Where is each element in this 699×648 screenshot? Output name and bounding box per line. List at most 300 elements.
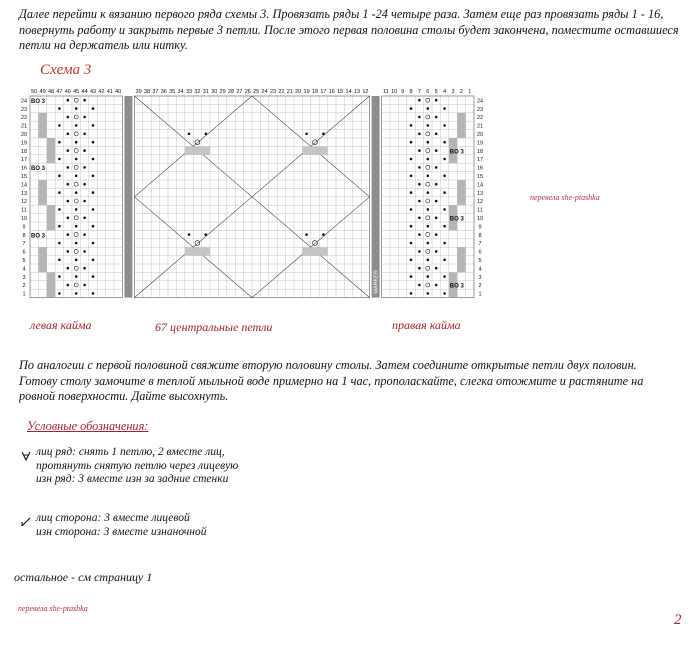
shaded-cell	[38, 256, 46, 264]
purl-dot	[58, 175, 61, 178]
shaded-cell	[449, 138, 457, 146]
purl-dot	[205, 133, 208, 136]
intro-line: Далее перейти к вязанию первого ряда схемы 3. Провязать ряды 1 -24 четыре раза. Затем еще раз провязать ряды 1 - 16,	[19, 7, 664, 21]
row-number-right: 9	[478, 224, 482, 231]
bo3-label: BO 3	[31, 166, 46, 173]
shaded-cell	[47, 289, 55, 297]
shaded-cell	[47, 138, 55, 146]
column-number: 31	[202, 89, 209, 95]
purl-dot	[67, 133, 70, 136]
purl-dot	[418, 284, 421, 287]
row-number-right: 1	[478, 291, 482, 298]
shaded-cell	[47, 272, 55, 280]
purl-dot	[418, 233, 421, 236]
row-number-right: 10	[476, 216, 484, 222]
row-number-left: 1	[22, 291, 26, 298]
bo3-label: BO 3	[449, 283, 464, 290]
purl-dot	[92, 141, 95, 144]
legend-line: лиц сторона: 3 вместе лицевой	[36, 512, 190, 524]
shaded-cell	[185, 247, 193, 255]
purl-dot	[443, 242, 446, 245]
shaded-cell	[38, 180, 46, 188]
purl-dot	[75, 292, 78, 295]
column-number: 35	[169, 89, 176, 95]
row-number-right: 3	[478, 274, 482, 281]
shaded-cell	[202, 146, 210, 154]
shaded-cell	[319, 247, 327, 255]
column-number: 46	[64, 89, 71, 95]
row-number-left: 11	[21, 207, 27, 214]
purl-dot	[427, 275, 430, 278]
purl-dot	[418, 217, 421, 220]
purl-dot	[418, 133, 421, 136]
column-number: 29	[219, 89, 226, 95]
purl-dot	[75, 242, 78, 245]
legend-item-sk2p	[36, 446, 238, 487]
purl-dot	[83, 284, 86, 287]
purl-dot	[410, 158, 413, 161]
shaded-cell	[457, 247, 465, 255]
purl-dot	[427, 124, 430, 127]
column-number: 27	[236, 89, 243, 95]
row-number-right: 22	[476, 115, 484, 122]
purl-dot	[435, 149, 438, 152]
column-number: 21	[286, 89, 293, 95]
shaded-cell	[311, 146, 319, 154]
shaded-cell	[319, 146, 327, 154]
purl-dot	[75, 275, 78, 278]
column-number: 24	[261, 89, 268, 95]
row-number-left: 10	[20, 216, 28, 222]
shaded-cell	[38, 247, 46, 255]
shaded-cell	[457, 180, 465, 188]
purl-dot	[418, 200, 421, 203]
purl-dot	[427, 225, 430, 228]
purl-dot	[443, 124, 446, 127]
label-left-border: левая кайма	[30, 318, 92, 332]
bo3-label: BO 3	[31, 233, 46, 240]
shaded-cell	[449, 222, 457, 230]
purl-dot	[92, 124, 95, 127]
purl-dot	[427, 242, 430, 245]
purl-dot	[67, 183, 70, 186]
bo3-label: BO 3	[31, 98, 46, 105]
purl-dot	[435, 183, 438, 186]
column-number: 16	[328, 89, 335, 95]
purl-dot	[83, 133, 86, 136]
purl-dot	[92, 225, 95, 228]
finishing-line: ровной поверхности. Дайте высохнуть.	[19, 389, 229, 403]
purl-dot	[67, 149, 70, 152]
purl-dot	[92, 292, 95, 295]
purl-dot	[443, 191, 446, 194]
purl-dot	[305, 133, 308, 136]
purl-dot	[418, 267, 421, 270]
purl-dot	[67, 116, 70, 119]
purl-dot	[58, 208, 61, 211]
shaded-cell	[38, 130, 46, 138]
row-number-right: 12	[476, 199, 484, 206]
purl-dot	[205, 233, 208, 236]
shaded-cell	[47, 155, 55, 163]
column-number: 48	[47, 89, 55, 95]
finishing-paragraph	[19, 358, 669, 405]
purl-dot	[67, 99, 70, 102]
column-number: 38	[143, 89, 151, 95]
page-number: 2	[674, 612, 682, 628]
purl-dot	[58, 292, 61, 295]
shaded-cell	[449, 289, 457, 297]
purl-dot	[410, 292, 413, 295]
row-number-left: 23	[20, 106, 28, 113]
column-number: 10	[391, 89, 398, 95]
purl-dot	[410, 191, 413, 194]
purl-dot	[67, 284, 70, 287]
purl-dot	[435, 133, 438, 136]
shaded-cell	[457, 256, 465, 264]
purl-dot	[443, 158, 446, 161]
purl-dot	[92, 242, 95, 245]
shaded-cell	[38, 113, 46, 121]
shaded-cell	[38, 264, 46, 272]
shaded-cell	[47, 281, 55, 289]
purl-dot	[83, 99, 86, 102]
row-number-left: 6	[22, 249, 26, 256]
column-number: 40	[115, 89, 122, 95]
purl-dot	[418, 149, 421, 152]
purl-dot	[418, 116, 421, 119]
purl-dot	[443, 208, 446, 211]
purl-dot	[443, 275, 446, 278]
shaded-cell	[457, 121, 465, 129]
row-number-left: 17	[20, 157, 28, 164]
purl-dot	[67, 166, 70, 169]
purl-dot	[427, 141, 430, 144]
column-number: 34	[177, 89, 184, 95]
row-number-right: 2	[478, 283, 482, 290]
row-number-right: 13	[476, 190, 484, 197]
purl-dot	[58, 259, 61, 262]
purl-dot	[322, 133, 325, 136]
purl-dot	[435, 267, 438, 270]
row-number-right: 19	[476, 140, 484, 147]
purl-dot	[410, 124, 413, 127]
marker-bar	[124, 96, 132, 298]
purl-dot	[75, 107, 78, 110]
column-number: 37	[152, 89, 159, 95]
bo3-label: BO 3	[449, 149, 464, 156]
purl-dot	[410, 141, 413, 144]
purl-dot	[92, 208, 95, 211]
column-number: 6	[426, 89, 430, 95]
column-number: 3	[451, 89, 455, 95]
purl-dot	[75, 124, 78, 127]
purl-dot	[83, 250, 86, 253]
shaded-cell	[47, 205, 55, 213]
purl-dot	[427, 259, 430, 262]
purl-dot	[92, 259, 95, 262]
column-number: 44	[81, 89, 88, 95]
row-number-left: 14	[20, 182, 28, 189]
row-number-left: 18	[20, 148, 28, 155]
purl-dot	[58, 141, 61, 144]
row-number-right: 7	[478, 241, 482, 248]
column-number: 20	[295, 89, 302, 95]
purl-dot	[443, 175, 446, 178]
shaded-cell	[47, 146, 55, 154]
shaded-cell	[38, 188, 46, 196]
translator-credit-bottom: перевела she-ptashka	[18, 604, 88, 613]
column-number: 42	[98, 89, 105, 95]
purl-dot	[83, 149, 86, 152]
purl-dot	[75, 141, 78, 144]
shaded-cell	[457, 113, 465, 121]
purl-dot	[443, 107, 446, 110]
purl-dot	[58, 225, 61, 228]
row-number-right: 21	[476, 123, 484, 130]
shaded-cell	[202, 247, 210, 255]
shaded-cell	[311, 247, 319, 255]
column-number: 41	[106, 89, 113, 95]
column-number: 33	[185, 89, 193, 95]
purl-dot	[418, 183, 421, 186]
shaded-cell	[457, 130, 465, 138]
purl-dot	[435, 284, 438, 287]
purl-dot	[92, 107, 95, 110]
row-number-right: 14	[476, 182, 484, 189]
purl-dot	[427, 107, 430, 110]
purl-dot	[75, 208, 78, 211]
legend-line: изн ряд: 3 вместе изн за задние стенки	[36, 473, 229, 485]
shaded-cell	[193, 247, 201, 255]
column-number: 23	[269, 89, 277, 95]
column-number: 2	[459, 89, 463, 95]
purl-dot	[75, 175, 78, 178]
row-number-right: 23	[476, 106, 484, 113]
purl-dot	[67, 233, 70, 236]
purl-dot	[67, 200, 70, 203]
column-number: 8	[409, 89, 413, 95]
purl-dot	[443, 292, 446, 295]
column-number: 14	[345, 89, 352, 95]
column-number: 17	[320, 89, 327, 95]
row-number-left: 20	[20, 132, 28, 138]
column-number: 30	[211, 89, 218, 95]
column-number: 43	[89, 89, 97, 95]
column-number: 45	[73, 89, 80, 95]
column-number: 19	[303, 89, 310, 95]
row-number-right: 8	[478, 232, 482, 239]
column-number: 4	[443, 89, 447, 95]
column-number: 32	[194, 89, 201, 95]
purl-dot	[435, 217, 438, 220]
legend-line: лиц ряд: снять 1 петлю, 2 вместе лиц,	[36, 446, 225, 458]
purl-dot	[75, 191, 78, 194]
purl-dot	[410, 275, 413, 278]
purl-dot	[67, 267, 70, 270]
shaded-cell	[449, 272, 457, 280]
shaded-cell	[38, 121, 46, 129]
purl-dot	[322, 233, 325, 236]
row-number-left: 13	[20, 190, 28, 197]
purl-dot	[58, 191, 61, 194]
row-number-right: 16	[476, 165, 484, 172]
purl-dot	[83, 183, 86, 186]
column-number: 36	[160, 89, 167, 95]
row-number-left: 12	[20, 199, 28, 206]
purl-dot	[410, 175, 413, 178]
purl-dot	[83, 200, 86, 203]
column-number: 18	[311, 89, 319, 95]
purl-dot	[410, 107, 413, 110]
shaded-cell	[193, 146, 201, 154]
sk2p-icon	[20, 450, 32, 466]
label-right-border: правая кайма	[392, 318, 461, 332]
purl-dot	[92, 275, 95, 278]
purl-dot	[58, 124, 61, 127]
rest-note: остальное - см страницу 1	[14, 570, 153, 584]
purl-dot	[58, 275, 61, 278]
purl-dot	[427, 158, 430, 161]
shaded-cell	[457, 188, 465, 196]
bo3-label: BO 3	[449, 216, 464, 223]
column-number: 49	[39, 89, 46, 95]
purl-dot	[443, 225, 446, 228]
intro-line: повернуть работу и закрыть первые 3 петли. После этого первая половина столы будет закончена, поместите оставшиеся	[19, 22, 679, 37]
column-number: 15	[337, 89, 344, 95]
purl-dot	[305, 233, 308, 236]
purl-dot	[83, 233, 86, 236]
purl-dot	[83, 267, 86, 270]
purl-dot	[83, 116, 86, 119]
purl-dot	[58, 158, 61, 161]
shaded-cell	[47, 214, 55, 222]
row-number-right: 24	[476, 98, 484, 105]
purl-dot	[410, 242, 413, 245]
translator-credit: перевела she-ptashka	[530, 193, 600, 202]
column-number: 13	[353, 89, 361, 95]
row-number-right: 18	[476, 148, 484, 155]
legend-title: Условные обозначения:	[27, 419, 149, 433]
k3tog-icon	[20, 516, 32, 532]
purl-dot	[427, 292, 430, 295]
column-number: 50	[31, 89, 38, 95]
column-number: 25	[253, 89, 260, 95]
row-number-left: 8	[22, 232, 26, 239]
row-number-left: 24	[20, 98, 28, 105]
row-number-left: 5	[22, 258, 26, 264]
shaded-cell	[185, 146, 193, 154]
purl-dot	[435, 250, 438, 253]
row-number-left: 9	[22, 224, 26, 231]
row-number-left: 16	[20, 165, 28, 172]
purl-dot	[435, 200, 438, 203]
label-center-stitches: 67 центральные петли	[155, 320, 273, 334]
row-number-right: 15	[476, 174, 484, 180]
purl-dot	[435, 166, 438, 169]
marker-label: MARKER	[373, 270, 380, 294]
column-number: 26	[244, 89, 251, 95]
column-number: 28	[227, 89, 235, 95]
row-number-left: 3	[22, 274, 26, 281]
row-number-left: 21	[20, 123, 28, 130]
purl-dot	[435, 233, 438, 236]
marker-bar	[372, 96, 380, 298]
purl-dot	[188, 233, 191, 236]
row-number-right: 4	[478, 266, 482, 273]
row-number-right: 17	[476, 157, 484, 164]
row-number-right: 6	[478, 249, 482, 256]
purl-dot	[427, 208, 430, 211]
purl-dot	[67, 250, 70, 253]
shaded-cell	[449, 205, 457, 213]
purl-dot	[67, 217, 70, 220]
purl-dot	[418, 250, 421, 253]
shaded-cell	[457, 264, 465, 272]
shaded-cell	[38, 197, 46, 205]
purl-dot	[92, 191, 95, 194]
scheme-title: Схема 3	[40, 62, 92, 78]
row-number-left: 7	[22, 241, 26, 248]
row-number-left: 4	[22, 266, 26, 273]
column-number: 9	[401, 89, 405, 95]
purl-dot	[58, 107, 61, 110]
shaded-cell	[457, 197, 465, 205]
row-number-left: 15	[20, 174, 28, 180]
column-number: 47	[56, 89, 63, 95]
column-number: 1	[468, 89, 472, 95]
column-number: 12	[362, 89, 369, 95]
row-number-right: 20	[476, 132, 484, 138]
purl-dot	[83, 166, 86, 169]
row-number-left: 22	[20, 115, 28, 122]
purl-dot	[427, 191, 430, 194]
finishing-line: По аналогии с первой половиной свяжите вторую половину столы. Затем соедините открытые петли двух половин.	[19, 358, 637, 372]
column-number: 7	[417, 89, 421, 95]
column-number: 22	[278, 89, 285, 95]
purl-dot	[75, 259, 78, 262]
legend-line: протянуть снятую петлю через лицевую	[36, 459, 239, 472]
purl-dot	[410, 259, 413, 262]
shaded-cell	[449, 155, 457, 163]
chart-svg	[18, 84, 494, 316]
legend-item-k3tog	[36, 512, 206, 539]
purl-dot	[443, 259, 446, 262]
row-number-right: 11	[477, 207, 483, 214]
purl-dot	[92, 175, 95, 178]
purl-dot	[75, 225, 78, 228]
purl-dot	[58, 242, 61, 245]
intro-paragraph	[19, 7, 679, 54]
knitting-chart	[18, 84, 494, 332]
row-number-left: 2	[22, 283, 26, 290]
purl-dot	[443, 141, 446, 144]
purl-dot	[418, 166, 421, 169]
row-number-left: 19	[20, 140, 28, 147]
finishing-line: Готову столу замочите в теплой мыльной воде примерно на 1 час, прополаскайте, слегка отожмите и растяните на	[19, 373, 644, 388]
legend-line: изн сторона: 3 вместе изнаночной	[36, 525, 207, 538]
intro-line: петли на держатель или нитку.	[19, 38, 188, 52]
purl-dot	[92, 158, 95, 161]
purl-dot	[435, 99, 438, 102]
row-number-right: 5	[478, 258, 482, 264]
purl-dot	[427, 175, 430, 178]
shaded-cell	[302, 146, 310, 154]
shaded-cell	[47, 222, 55, 230]
purl-dot	[83, 217, 86, 220]
purl-dot	[188, 133, 191, 136]
purl-dot	[410, 225, 413, 228]
